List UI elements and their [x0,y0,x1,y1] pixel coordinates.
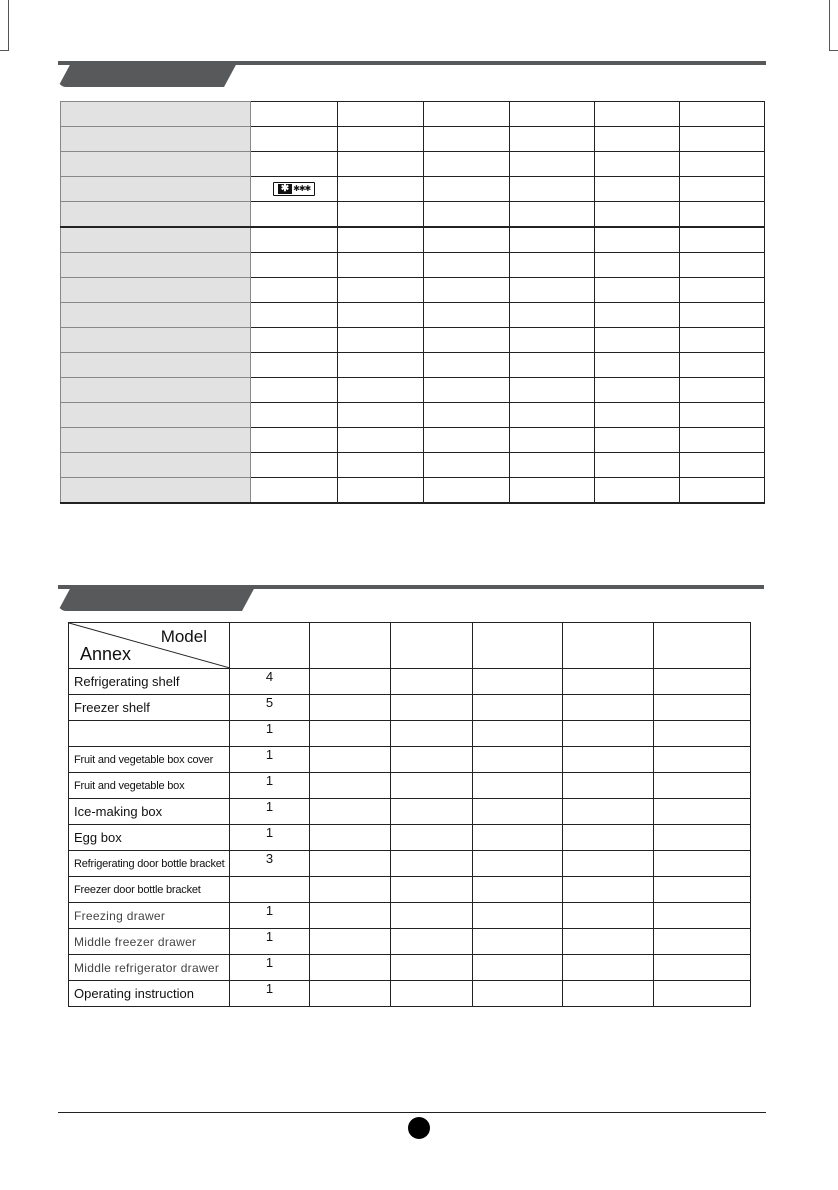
annex-value-cell [310,721,391,747]
spec-value-cell [338,177,424,202]
spec-value-cell [251,428,338,453]
annex-value-cell [473,721,563,747]
spec-label-cell [61,328,251,353]
annex-value-cell [310,929,391,955]
annex-item-name: Freezer shelf [69,695,230,721]
spec-value-cell [680,303,765,328]
spec-value-cell [680,378,765,403]
crop-mark-left [0,0,9,51]
annex-value-cell [391,825,473,851]
annex-value-cell [563,877,654,903]
spec-value-cell [338,102,424,127]
spec-row [61,303,765,328]
spec-value-cell [595,177,680,202]
spec-label-cell [61,278,251,303]
annex-item-name: Middle freezer drawer [69,929,230,955]
spec-value-cell [424,127,510,152]
model-column-header [310,623,391,669]
spec-label-cell [61,127,251,152]
model-column-header [391,623,473,669]
annex-value-cell [563,929,654,955]
annex-value-cell [391,747,473,773]
spec-value-cell [510,127,595,152]
spec-value-cell [338,328,424,353]
model-column-header [230,623,310,669]
spec-row [61,177,765,202]
annex-value-cell [391,981,473,1007]
annex-item-name [69,721,230,747]
annex-item-quantity: 1 [230,721,310,747]
spec-value-cell [251,278,338,303]
spec-value-cell [510,378,595,403]
annex-value-cell [563,695,654,721]
spec-value-cell [338,253,424,278]
spec-row [61,152,765,177]
annex-value-cell [563,773,654,799]
spec-value-cell [338,202,424,228]
model-column-header [654,623,751,669]
annex-value-cell [563,981,654,1007]
annex-value-cell [310,903,391,929]
spec-value-cell [338,353,424,378]
spec-label-cell [61,428,251,453]
spec-row [61,378,765,403]
spec-value-cell [595,353,680,378]
spec-row [61,403,765,428]
spec-label-cell [61,353,251,378]
model-column-header [473,623,563,669]
spec-value-cell [424,278,510,303]
spec-value-cell [680,478,765,504]
spec-value-cell [595,428,680,453]
spec-value-cell [680,353,765,378]
annex-row [69,903,751,929]
spec-value-cell [251,453,338,478]
annex-item-quantity [230,877,310,903]
spec-value-cell [251,202,338,228]
annex-item-name: Freezing drawer [69,903,230,929]
annex-item-quantity: 1 [230,799,310,825]
spec-value-cell [338,278,424,303]
annex-value-cell [654,877,751,903]
annex-value-cell [654,669,751,695]
annex-item-name: Fruit and vegetable box cover [69,747,230,773]
spec-value-cell [510,202,595,228]
spec-value-cell [680,227,765,253]
spec-value-cell [338,378,424,403]
spec-section-header [58,61,766,91]
annex-value-cell [563,799,654,825]
spec-value-cell [338,152,424,177]
spec-row [61,227,765,253]
annex-value-cell [473,929,563,955]
annex-value-cell [391,721,473,747]
footer-rule [58,1112,766,1113]
star-big: ✱ [278,184,292,194]
spec-value-cell [595,453,680,478]
model-annex-header-cell [69,623,230,669]
spec-value-cell [680,328,765,353]
four-star-freezer-icon [273,182,316,196]
spec-value-cell [424,453,510,478]
annex-row [69,877,751,903]
spec-value-cell [510,152,595,177]
annex-section-header [58,585,764,615]
annex-value-cell [654,903,751,929]
annex-value-cell [654,981,751,1007]
annex-value-cell [310,747,391,773]
spec-label-cell [61,152,251,177]
spec-row [61,102,765,127]
annex-value-cell [391,773,473,799]
annex-value-cell [391,877,473,903]
spec-value-cell [424,403,510,428]
annex-row [69,955,751,981]
spec-label-cell [61,253,251,278]
annex-row [69,747,751,773]
spec-value-cell [680,453,765,478]
annex-value-cell [473,981,563,1007]
spec-value-cell [338,453,424,478]
spec-value-cell [251,227,338,253]
annex-value-cell [563,747,654,773]
annex-row [69,721,751,747]
spec-value-cell [510,353,595,378]
spec-value-cell [680,253,765,278]
annex-item-quantity: 3 [230,851,310,877]
spec-value-cell [251,378,338,403]
annex-table [68,622,751,1007]
annex-item-quantity: 1 [230,773,310,799]
annex-value-cell [473,695,563,721]
spec-value-cell [424,177,510,202]
annex-value-cell [563,669,654,695]
annex-value-cell [563,825,654,851]
annex-item-quantity: 5 [230,695,310,721]
annex-row [69,773,751,799]
spec-value-cell [424,227,510,253]
annex-value-cell [391,851,473,877]
spec-value-cell [595,127,680,152]
spec-label-cell [61,202,251,228]
annex-row [69,981,751,1007]
annex-row [69,929,751,955]
spec-value-cell [338,428,424,453]
spec-value-cell [510,328,595,353]
spec-label-cell [61,303,251,328]
spec-value-cell [424,152,510,177]
spec-value-cell [424,428,510,453]
spec-label-cell [61,227,251,253]
spec-value-cell [510,227,595,253]
spec-value-cell [595,378,680,403]
spec-value-cell [424,102,510,127]
spec-value-cell [680,177,765,202]
annex-value-cell [473,799,563,825]
annex-value-cell [310,799,391,825]
spec-value-cell [595,253,680,278]
spec-value-cell [251,152,338,177]
spec-value-cell [251,303,338,328]
annex-value-cell [310,695,391,721]
annex-value-cell [310,825,391,851]
spec-value-cell [680,127,765,152]
spec-row [61,453,765,478]
spec-value-cell [595,328,680,353]
annex-row [69,851,751,877]
annex-value-cell [654,929,751,955]
section-tab [58,585,256,611]
annex-item-quantity: 1 [230,981,310,1007]
spec-value-cell [680,202,765,228]
spec-value-cell [595,152,680,177]
spec-value-cell [251,127,338,152]
annex-value-cell [473,851,563,877]
spec-value-cell [251,328,338,353]
spec-value-cell [424,353,510,378]
star-small: ✱✱✱ [293,184,311,193]
annex-row [69,799,751,825]
annex-value-cell [654,851,751,877]
spec-value-cell [680,428,765,453]
spec-value-cell [338,227,424,253]
annex-value-cell [473,669,563,695]
spec-value-cell [251,102,338,127]
spec-value-cell [424,478,510,504]
annex-value-cell [391,955,473,981]
annex-value-cell [563,721,654,747]
annex-value-cell [473,825,563,851]
annex-value-cell [391,799,473,825]
annex-item-name: Middle refrigerator drawer [69,955,230,981]
annex-item-quantity: 1 [230,929,310,955]
spec-value-cell [424,303,510,328]
annex-item-name: Refrigerating door bottle bracket [69,851,230,877]
spec-row [61,202,765,228]
annex-value-cell [391,669,473,695]
spec-value-cell [338,127,424,152]
model-column-header [563,623,654,669]
spec-value-cell [510,478,595,504]
annex-value-cell [310,669,391,695]
annex-item-quantity: 1 [230,825,310,851]
spec-label-cell [61,403,251,428]
spec-value-cell [251,177,338,202]
annex-item-quantity: 1 [230,903,310,929]
annex-value-cell [654,799,751,825]
annex-value-cell [391,929,473,955]
annex-value-cell [310,773,391,799]
spec-value-cell [424,378,510,403]
annex-item-quantity: 1 [230,747,310,773]
spec-value-cell [510,453,595,478]
spec-row [61,353,765,378]
annex-item-name: Refrigerating shelf [69,669,230,695]
spec-value-cell [251,253,338,278]
spec-label-cell [61,102,251,127]
spec-value-cell [510,177,595,202]
spec-value-cell [251,478,338,504]
spec-value-cell [595,478,680,504]
annex-value-cell [310,955,391,981]
spec-value-cell [680,403,765,428]
annex-value-cell [391,903,473,929]
specification-table [60,101,765,504]
page-number-dot [408,1117,430,1139]
annex-item-name: Operating instruction [69,981,230,1007]
spec-value-cell [338,403,424,428]
spec-value-cell [510,102,595,127]
annex-value-cell [654,695,751,721]
annex-row [69,669,751,695]
spec-value-cell [595,278,680,303]
spec-label-cell [61,478,251,504]
annex-row [69,825,751,851]
spec-row [61,478,765,504]
spec-row [61,278,765,303]
annex-value-cell [563,903,654,929]
crop-mark-right [829,0,838,51]
annex-item-name: Egg box [69,825,230,851]
annex-value-cell [654,773,751,799]
annex-row [69,695,751,721]
annex-value-cell [563,851,654,877]
annex-value-cell [563,955,654,981]
spec-value-cell [510,303,595,328]
annex-value-cell [310,981,391,1007]
spec-value-cell [510,253,595,278]
spec-label-cell [61,378,251,403]
spec-value-cell [595,303,680,328]
annex-item-quantity: 1 [230,955,310,981]
spec-label-cell [61,177,251,202]
spec-value-cell [595,202,680,228]
annex-value-cell [310,877,391,903]
annex-value-cell [654,825,751,851]
spec-value-cell [680,278,765,303]
annex-item-quantity: 4 [230,669,310,695]
spec-value-cell [424,202,510,228]
spec-value-cell [595,227,680,253]
annex-value-cell [654,721,751,747]
spec-value-cell [595,403,680,428]
spec-label-cell [61,453,251,478]
spec-value-cell [424,253,510,278]
spec-value-cell [510,428,595,453]
annex-value-cell [654,955,751,981]
annex-value-cell [473,903,563,929]
annex-value-cell [473,773,563,799]
annex-value-cell [473,955,563,981]
spec-value-cell [251,353,338,378]
annex-value-cell [473,877,563,903]
spec-value-cell [251,403,338,428]
spec-value-cell [510,403,595,428]
spec-value-cell [424,328,510,353]
annex-header-row [69,623,751,669]
spec-row [61,328,765,353]
spec-value-cell [338,478,424,504]
spec-value-cell [338,303,424,328]
spec-value-cell [595,102,680,127]
section-tab [58,61,238,87]
spec-row [61,428,765,453]
annex-label: Annex [80,644,132,664]
annex-value-cell [310,851,391,877]
annex-value-cell [391,695,473,721]
spec-row [61,127,765,152]
annex-value-cell [473,747,563,773]
spec-row [61,253,765,278]
annex-item-name: Ice-making box [69,799,230,825]
model-label: Model [160,627,207,646]
spec-value-cell [510,278,595,303]
annex-value-cell [654,747,751,773]
annex-item-name: Freezer door bottle bracket [69,877,230,903]
spec-value-cell [680,152,765,177]
annex-item-name: Fruit and vegetable box [69,773,230,799]
spec-value-cell [680,102,765,127]
